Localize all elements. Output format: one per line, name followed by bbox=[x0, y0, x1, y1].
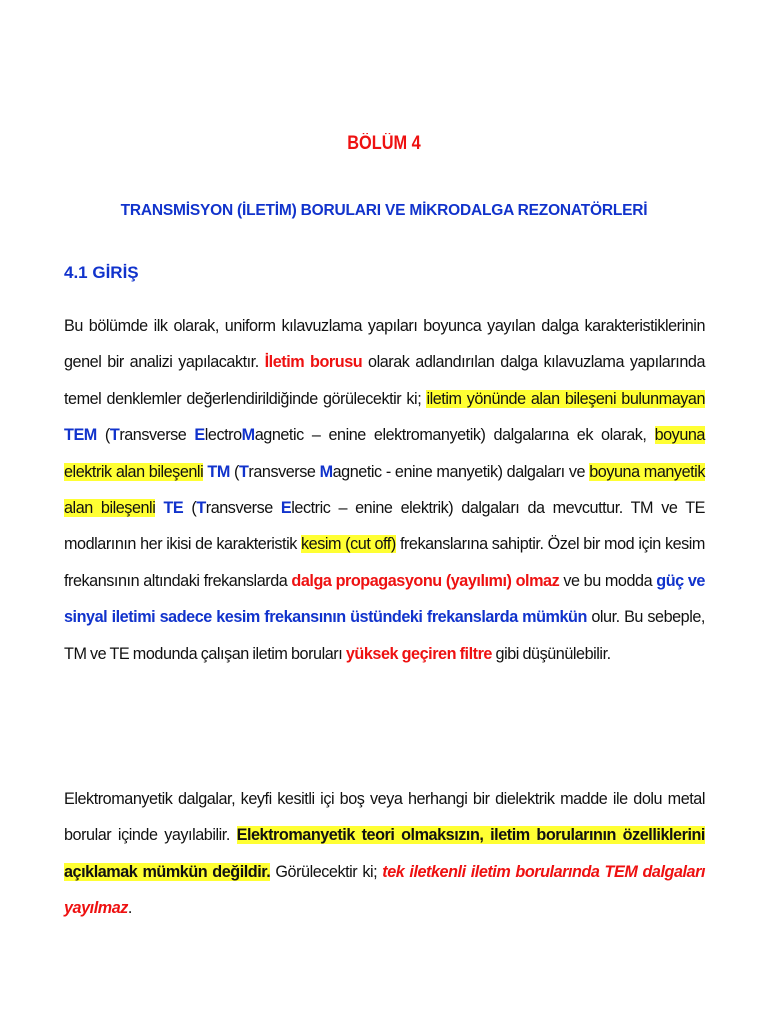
text-segment: gibi düşünülebilir. bbox=[495, 644, 611, 663]
highlight-longitudinal-magnetic: boyuna manyetik alan bileşenli bbox=[64, 462, 705, 518]
acronym-letter: T bbox=[196, 499, 206, 518]
term-no-propagation: dalga propagasyonu (yayılımı) olmaz bbox=[291, 571, 560, 590]
term-iletim-borusu: İletim borusu bbox=[264, 353, 363, 372]
text-segment: lectro bbox=[204, 426, 242, 445]
highlight-cutoff: kesim (cut off) bbox=[301, 535, 396, 554]
paragraph-intro: Bu bölümde ilk olarak, uniform kılavuzlama yapıları boyunca yayılan dalga karakteristiklerinin genel bir analizi yapılacaktır. İletim borusu olarak adlandırılan dalga kılavuzlama yapılarında temel denklemler değerlendirildiğinde görülecektir ki; iletim yönünde alan bileşeni bulunmayan TEM (Transverse ElectroMagnetic – enine elektromanyetik) dalgalarına ek olarak, boyuna elektrik alan bileşenli TM (Transverse Magnetic - enine manyetik) dalgaları ve boyuna manyetik alan bileşenli TE (Transverse Electric – enine elektrik) dalgaları da mevcuttur. TM ve TE modlarının her ikisi de karakteristik kesim (cut off) frekanslarına sahiptir. Özel bir mod için kesim frekansının altındaki frekanslarda dalga propagasyonu (yayılımı) olmaz ve bu modda güç ve sinyal iletimi sadece kesim frekansının üstündeki frekanslarda mümkün olur. Bu sebeple, TM ve TE modunda çalışan iletim boruları yüksek geçiren filtre gibi düşünülebilir. bbox=[64, 317, 705, 663]
text-segment: ransverse bbox=[119, 426, 195, 445]
term-high-pass-filter: yüksek geçiren filtre bbox=[345, 644, 492, 663]
text-segment: olur. Bu sebeple, TM ve TE modunda çalışan iletim boruları bbox=[64, 608, 705, 663]
section-heading: 4.1 GİRİŞ bbox=[64, 263, 139, 282]
text-segment: frekanslarına sahiptir. Özel bir mod için kesim frekansının altındaki frekanslarda bbox=[64, 535, 705, 590]
text-segment: agnetic - enine manyetik) dalgaları ve bbox=[332, 462, 586, 481]
chapter-heading: BÖLÜM 4 bbox=[347, 133, 421, 154]
text-segment: . bbox=[127, 899, 132, 918]
chapter-title: TRANSMİSYON (İLETİM) BORULARI VE MİKRODALGA REZONATÖRLERİ bbox=[120, 202, 648, 219]
text-segment: ransverse bbox=[205, 499, 281, 518]
text-segment: Bu bölümde ilk olarak, uniform kılavuzlama yapıları boyunca yayılan dalga karakteristiklerinin genel bir analizi yapılacaktır. bbox=[64, 317, 705, 372]
term-tm: TM bbox=[207, 462, 230, 481]
text-segment: lectric – enine elektrik) dalgaları da mevcuttur. TM ve TE modlarının her ikisi de karakteristik bbox=[64, 499, 705, 554]
term-tem: TEM bbox=[64, 426, 97, 445]
term-te: TE bbox=[163, 499, 184, 518]
acronym-letter: E bbox=[194, 426, 205, 445]
term-transmission-above-cutoff: güç ve sinyal iletimi sadece kesim frekansının üstündeki frekanslarda mümkün bbox=[64, 571, 705, 627]
acronym-letter: T bbox=[109, 426, 120, 445]
text-segment: ransverse bbox=[248, 462, 320, 481]
highlight-em-theory: Elektromanyetik teori olmaksızın, iletim borularının özelliklerini açıklamak mümkün değildir. bbox=[64, 826, 705, 881]
text-segment: agnetic – enine elektromanyetik) dalgalarına ek olarak, bbox=[254, 426, 647, 445]
text-segment: Elektromanyetik dalgalar, keyfi kesitli içi boş veya herhangi bir dielektrik madde ile dolu metal borular içinde yayılabilir. bbox=[64, 790, 705, 845]
paragraph-em-waves bbox=[64, 781, 705, 927]
acronym-letter: M bbox=[241, 426, 255, 445]
highlight-no-longitudinal-field: iletim yönünde alan bileşeni bulunmayan bbox=[426, 389, 705, 408]
term-tem-not-propagating: tek iletkenli iletim borularında TEM dalgaları yayılmaz bbox=[64, 862, 705, 918]
acronym-letter: T bbox=[238, 462, 249, 481]
text-segment: ve bu modda bbox=[563, 571, 653, 590]
acronym-letter: E bbox=[280, 499, 292, 518]
highlight-longitudinal-electric: boyuna elektrik alan bileşenli bbox=[64, 426, 705, 481]
text-segment: Görülecektir ki; bbox=[275, 862, 378, 881]
text-segment: olarak adlandırılan dalga kılavuzlama yapılarında temel denklemler değerlendirildiğinde görülecektir ki; bbox=[64, 353, 705, 408]
acronym-letter: M bbox=[319, 462, 333, 481]
